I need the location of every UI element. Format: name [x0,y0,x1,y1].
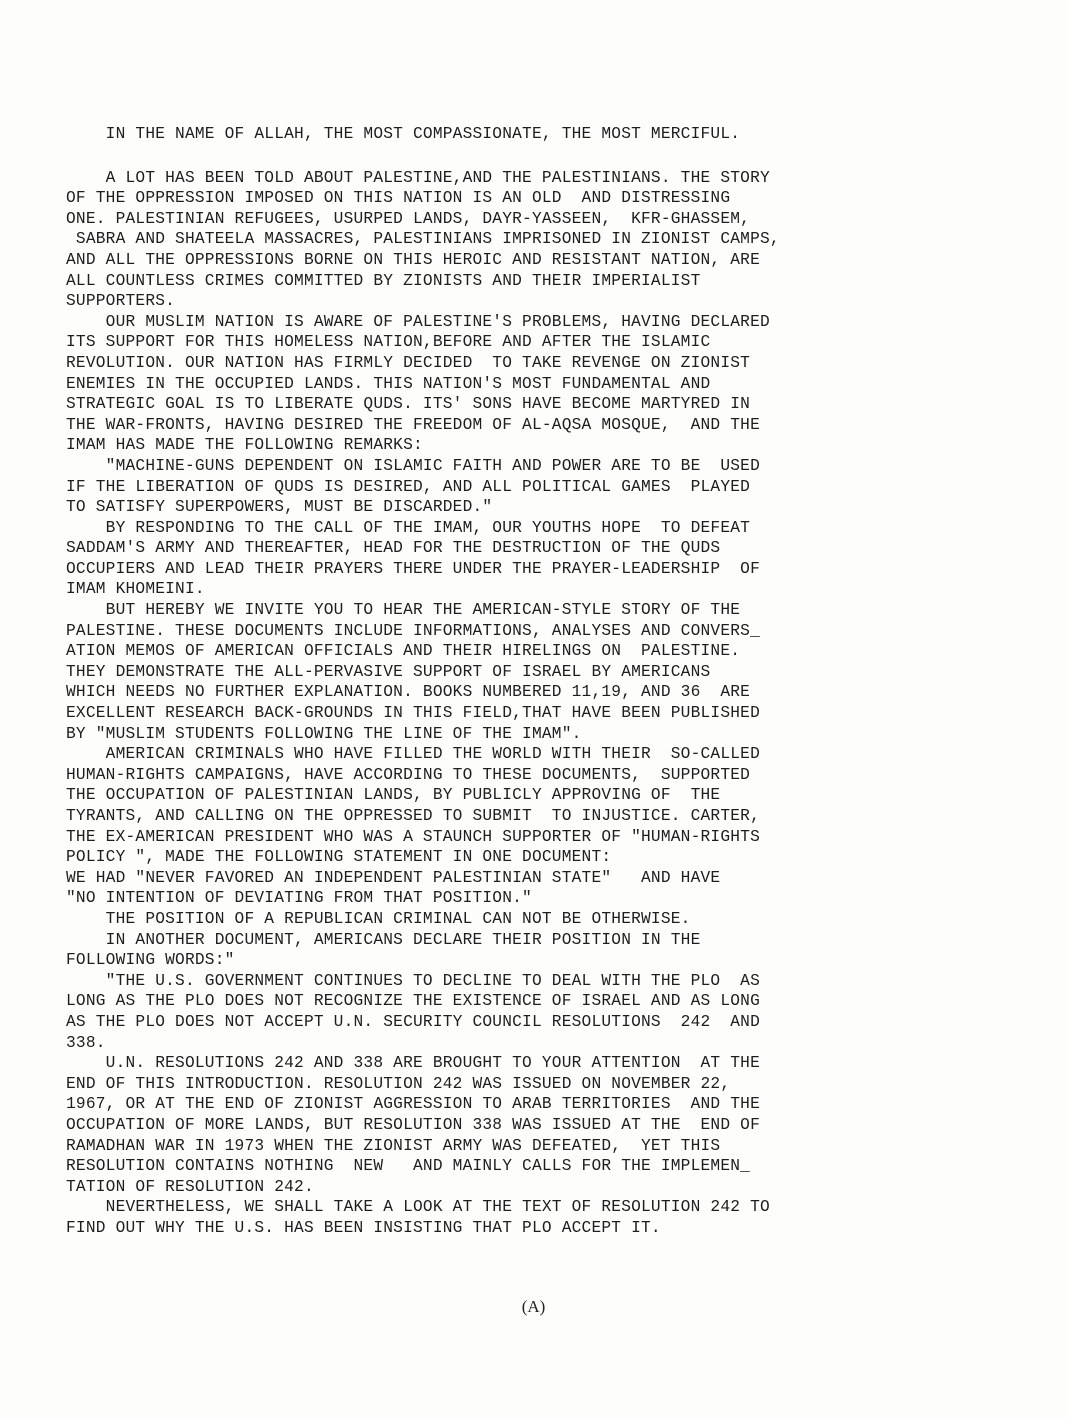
text-line: IMAM KHOMEINI. [66,580,205,599]
text-line: ATION MEMOS OF AMERICAN OFFICIALS AND THEIR HIRELINGS ON PALESTINE. [66,642,741,661]
text-line: FIND OUT WHY THE U.S. HAS BEEN INSISTING THAT PLO ACCEPT IT. [66,1218,661,1237]
text-line: POLICY ", MADE THE FOLLOWING STATEMENT IN ONE DOCUMENT: [66,848,612,867]
text-line: U.N. RESOLUTIONS 242 AND 338 ARE BROUGHT TO YOUR ATTENTION AT THE [66,1054,760,1073]
text-line: BY "MUSLIM STUDENTS FOLLOWING THE LINE OF THE IMAM". [66,724,582,743]
text-line: BY RESPONDING TO THE CALL OF THE IMAM, OUR YOUTHS HOPE TO DEFEAT [66,518,751,537]
text-line: LONG AS THE PLO DOES NOT RECOGNIZE THE EXISTENCE OF ISRAEL AND AS LONG [66,992,760,1011]
text-line: "MACHINE-GUNS DEPENDENT ON ISLAMIC FAITH AND POWER ARE TO BE USED [66,456,760,475]
text-line: AS THE PLO DOES NOT ACCEPT U.N. SECURITY COUNCIL RESOLUTIONS 242 AND [66,1012,760,1031]
text-line: ONE. PALESTINIAN REFUGEES, USURPED LANDS, DAYR-YASSEEN, KFR-GHASSEM, [66,209,751,228]
heading-line: IN THE NAME OF ALLAH, THE MOST COMPASSIONATE, THE MOST MERCIFUL. [66,125,741,143]
text-line: EXCELLENT RESEARCH BACK-GROUNDS IN THIS FIELD,THAT HAVE BEEN PUBLISHED [66,704,760,723]
text-line: SUPPORTERS. [66,292,176,311]
text-line: A LOT HAS BEEN TOLD ABOUT PALESTINE,AND THE PALESTINIANS. THE STORY [66,168,770,187]
text-line: IN ANOTHER DOCUMENT, AMERICANS DECLARE THEIR POSITION IN THE [66,930,701,949]
text-line: SABRA AND SHATEELA MASSACRES, PALESTINIANS IMPRISONED IN ZIONIST CAMPS, [66,230,780,249]
text-line: OCCUPIERS AND LEAD THEIR PRAYERS THERE UNDER THE PRAYER-LEADERSHIP OF [66,559,760,578]
text-line: STRATEGIC GOAL IS TO LIBERATE QUDS. ITS' SONS HAVE BECOME MARTYRED IN [66,395,751,414]
text-line: "THE U.S. GOVERNMENT CONTINUES TO DECLINE TO DEAL WITH THE PLO AS [66,971,760,990]
text-line: AND ALL THE OPPRESSIONS BORNE ON THIS HEROIC AND RESISTANT NATION, ARE [66,250,760,269]
text-line: TO SATISFY SUPERPOWERS, MUST BE DISCARDED." [66,498,493,517]
text-line: IF THE LIBERATION OF QUDS IS DESIRED, AND ALL POLITICAL GAMES PLAYED [66,477,751,496]
text-line: IMAM HAS MADE THE FOLLOWING REMARKS: [66,436,423,455]
text-line: TATION OF RESOLUTION 242. [66,1177,314,1196]
text-line: AMERICAN CRIMINALS WHO HAVE FILLED THE WORLD WITH THEIR SO-CALLED [66,745,760,764]
body-text [66,124,956,1238]
text-line: END OF THIS INTRODUCTION. RESOLUTION 242 WAS ISSUED ON NOVEMBER 22, [66,1074,731,1093]
text-line: THEY DEMONSTRATE THE ALL-PERVASIVE SUPPORT OF ISRAEL BY AMERICANS [66,662,711,681]
page-number: (A) [521,1297,546,1316]
text-line: ENEMIES IN THE OCCUPIED LANDS. THIS NATION'S MOST FUNDAMENTAL AND [66,374,711,393]
text-line: THE EX-AMERICAN PRESIDENT WHO WAS A STAUNCH SUPPORTER OF "HUMAN-RIGHTS [66,827,760,846]
text-line: OF THE OPPRESSION IMPOSED ON THIS NATION IS AN OLD AND DISTRESSING [66,189,731,208]
text-line: 338. [66,1033,106,1052]
text-line: WE HAD "NEVER FAVORED AN INDEPENDENT PALESTINIAN STATE" AND HAVE [66,868,721,887]
text-line: ALL COUNTLESS CRIMES COMMITTED BY ZIONISTS AND THEIR IMPERIALIST [66,271,701,290]
text-line: THE WAR-FRONTS, HAVING DESIRED THE FREEDOM OF AL-AQSA MOSQUE, AND THE [66,415,760,434]
text-line: 1967, OR AT THE END OF ZIONIST AGGRESSION TO ARAB TERRITORIES AND THE [66,1095,760,1114]
paragraph-lines [66,168,956,1239]
text-line: PALESTINE. THESE DOCUMENTS INCLUDE INFORMATIONS, ANALYSES AND CONVERS_ [66,621,760,640]
text-line: ITS SUPPORT FOR THIS HOMELESS NATION,BEFORE AND AFTER THE ISLAMIC [66,333,711,352]
text-line: OCCUPATION OF MORE LANDS, BUT RESOLUTION 338 WAS ISSUED AT THE END OF [66,1115,760,1134]
text-line: BUT HEREBY WE INVITE YOU TO HEAR THE AMERICAN-STYLE STORY OF THE [66,601,741,620]
text-line: RESOLUTION CONTAINS NOTHING NEW AND MAINLY CALLS FOR THE IMPLEMEN_ [66,1157,751,1176]
text-line: THE POSITION OF A REPUBLICAN CRIMINAL CAN NOT BE OTHERWISE. [66,909,691,928]
text-line: RAMADHAN WAR IN 1973 WHEN THE ZIONIST ARMY WAS DEFEATED, YET THIS [66,1136,721,1155]
text-line: NEVERTHELESS, WE SHALL TAKE A LOOK AT THE TEXT OF RESOLUTION 242 TO [66,1198,770,1217]
text-line: WHICH NEEDS NO FURTHER EXPLANATION. BOOKS NUMBERED 11,19, AND 36 ARE [66,683,751,702]
text-line: "NO INTENTION OF DEVIATING FROM THAT POSITION." [66,889,532,908]
text-line: OUR MUSLIM NATION IS AWARE OF PALESTINE'S PROBLEMS, HAVING DECLARED [66,312,770,331]
text-line: REVOLUTION. OUR NATION HAS FIRMLY DECIDED TO TAKE REVENGE ON ZIONIST [66,353,751,372]
text-line: FOLLOWING WORDS:" [66,951,235,970]
text-line: HUMAN-RIGHTS CAMPAIGNS, HAVE ACCORDING TO THESE DOCUMENTS, SUPPORTED [66,765,751,784]
text-line: THE OCCUPATION OF PALESTINIAN LANDS, BY PUBLICLY APPROVING OF THE [66,786,721,805]
text-line: SADDAM'S ARMY AND THEREAFTER, HEAD FOR THE DESTRUCTION OF THE QUDS [66,539,721,558]
text-line: TYRANTS, AND CALLING ON THE OPPRESSED TO SUBMIT TO INJUSTICE. CARTER, [66,807,760,825]
